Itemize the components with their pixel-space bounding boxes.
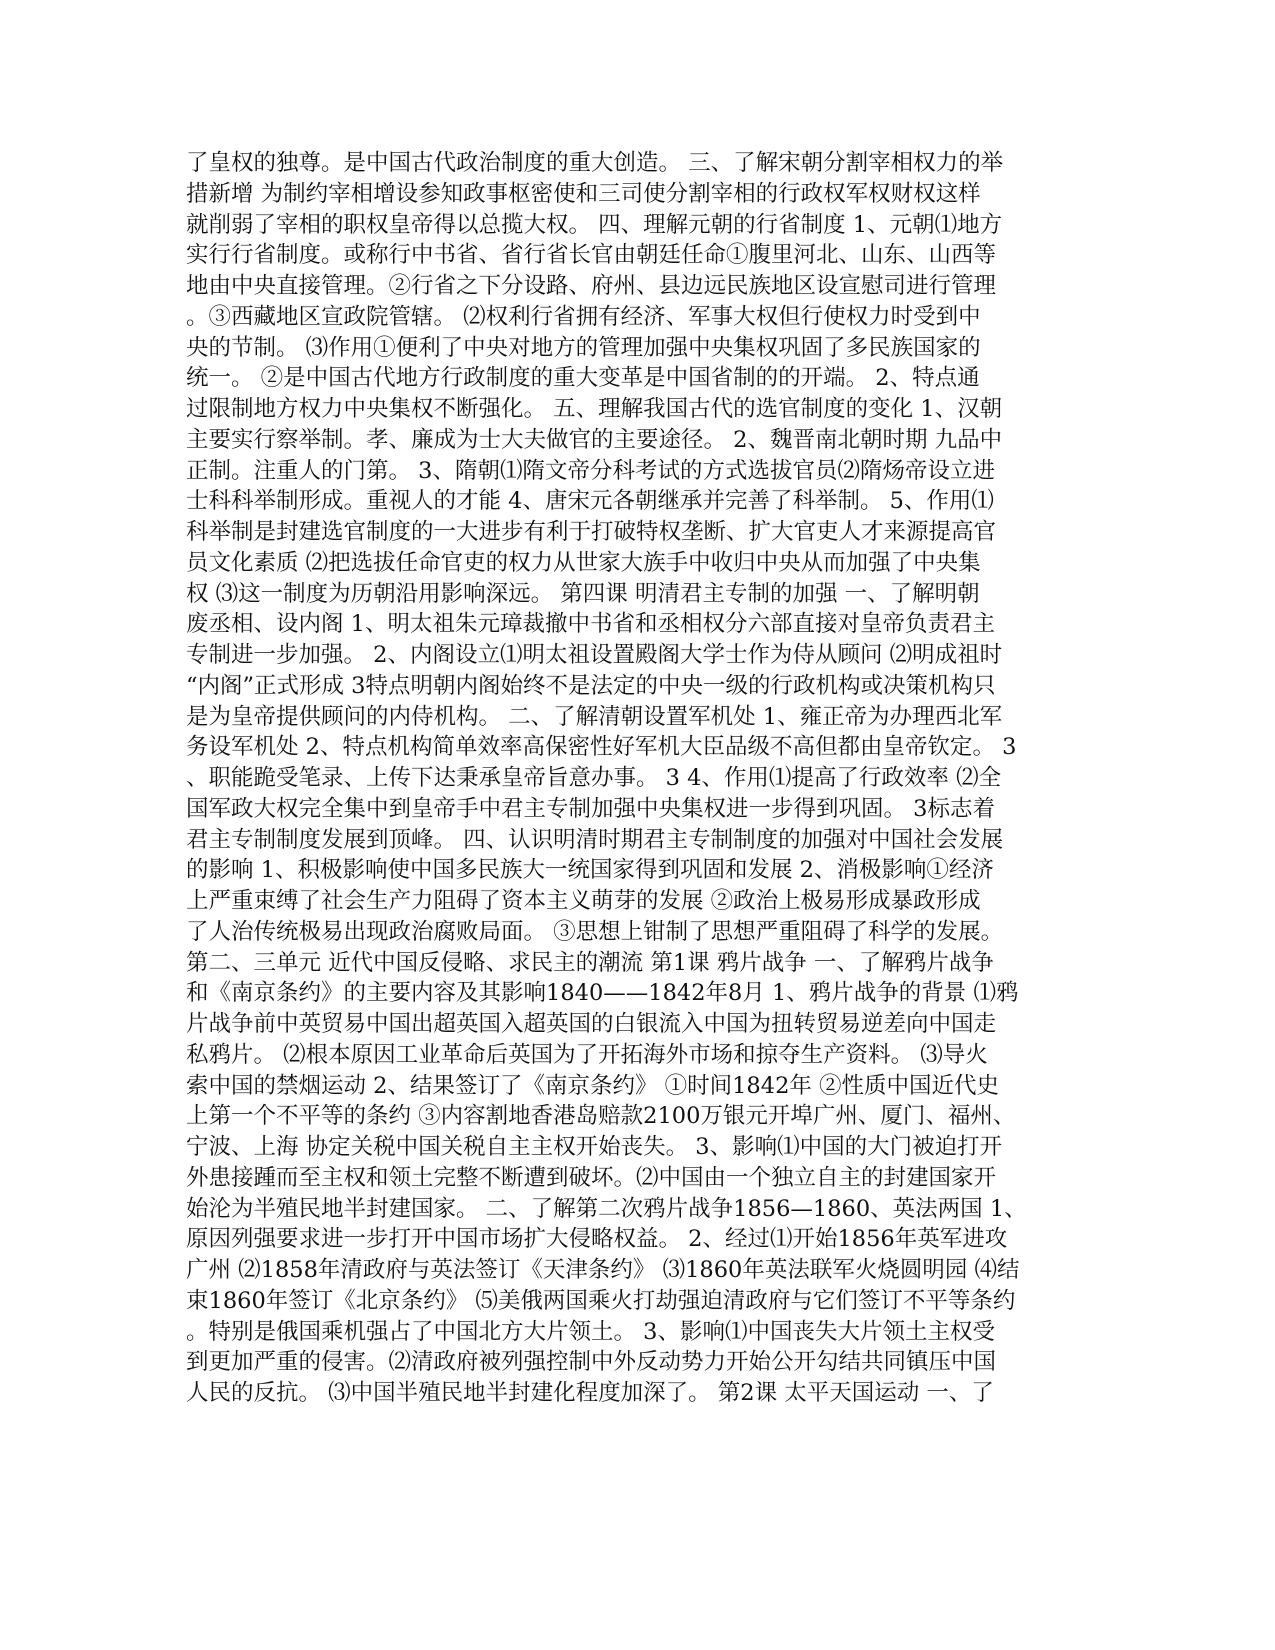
text-line: 了皇权的独尊。是中国古代政治制度的重大创造。 三、了解宋朝分割宰相权力的举 bbox=[186, 150, 1004, 176]
text-line: 广州 ⑵1858年清政府与英法签订《天津条约》 ⑶1860年英法联军火烧圆明园 ⑷结 bbox=[186, 1257, 1020, 1283]
text-line: “内阁”正式形成 3特点明朝内阁始终不是法定的中央一级的行政机构或决策机构只 bbox=[186, 672, 996, 699]
text-line: 始沦为半殖民地半封建国家。 二、了解第二次鸦片战争1856—1860、英法两国 1、 bbox=[186, 1195, 1027, 1222]
text-line: 第二、三单元 近代中国反侵略、求民主的潮流 第1课 鸦片战争 一、了解鸦片战争 bbox=[186, 949, 994, 976]
text-line: 君主专制制度发展到顶峰。 四、认识明清时期君主专制制度的加强对中国社会发展 bbox=[186, 826, 1004, 853]
text-line: 、职能跪受笔录、上传下达秉承皇帝旨意办事。 3 4、作用⑴提高了行政效率 ⑵全 bbox=[186, 765, 1002, 791]
text-line: 过限制地方权力中央集权不断强化。 五、理解我国古代的选官制度的变化 1、汉朝 bbox=[186, 396, 1003, 422]
text-line: 统一。 ②是中国古代地方行政制度的重大变革是中国省制的的开端。 2、特点通 bbox=[186, 365, 980, 392]
text-line: 和《南京条约》的主要内容及其影响1840——1842年8月 1、鸦片战争的背景 ⑴鸦 bbox=[186, 980, 1019, 1007]
text-line: 士科科举制形成。重视人的才能 4、唐宋元各朝继承并完善了科举制。 5、作用⑴ bbox=[186, 488, 994, 515]
text-line: 宁波、上海 协定关税中国关税自主主权开始丧失。 3、影响⑴中国的大门被迫打开 bbox=[186, 1134, 1003, 1160]
text-line: 外患接踵而至主权和领土完整不断遭到破坏。⑵中国由一个独立自主的封建国家开 bbox=[186, 1164, 997, 1191]
text-line: 员文化素质 ⑵把选拔任命官吏的权力从世家大族手中收归中央从而加强了中央集 bbox=[186, 549, 981, 576]
text-line: 科举制是封建选官制度的一大进步有利于打破特权垄断、扩大官吏人才来源提高官 bbox=[186, 519, 997, 545]
text-line: 上第一个不平等的条约 ③内容割地香港岛赔款2100万银元开埠广州、厦门、福州、 bbox=[186, 1103, 1016, 1130]
text-line: 上严重束缚了社会生产力阻碍了资本主义萌芽的发展 ②政治上极易形成暴政形成 bbox=[186, 888, 981, 914]
body-text bbox=[186, 148, 1086, 1409]
text-line: 的影响 1、积极影响使中国多民族大一统国家得到巩固和发展 2、消极影响①经济 bbox=[186, 857, 994, 884]
text-line: 到更加严重的侵害。⑵清政府被列强控制中外反动势力开始公开勾结共同镇压中国 bbox=[186, 1349, 997, 1376]
text-line: 实行行省制度。或称行中书省、省行省长官由朝廷任命①腹里河北、山东、山西等 bbox=[186, 242, 997, 269]
text-line: 片战争前中英贸易中国出超英国入超英国的白银流入中国为扭转贸易逆差向中国走 bbox=[186, 1011, 997, 1037]
text-line: 央的节制。 ⑶作用①便利了中央对地方的管理加强中央集权巩固了多民族国家的 bbox=[186, 334, 981, 361]
text-line: 。特别是俄国乘机强占了中国北方大片领土。 3、影响⑴中国丧失大片领土主权受 bbox=[186, 1318, 995, 1345]
text-line: 。③西藏地区宣政院管辖。 ⑵权利行省拥有经济、军事大权但行使权力时受到中 bbox=[186, 303, 981, 330]
text-line: 就削弱了宰相的职权皇帝得以总揽大权。 四、理解元朝的行省制度 1、元朝⑴地方 bbox=[186, 211, 1003, 238]
text-line: 私鸦片。 ⑵根本原因工业革命后英国为了开拓海外市场和掠夺生产资料。 ⑶导火 bbox=[186, 1041, 988, 1068]
text-line: 务设军机处 2、特点机构简单效率高保密性好军机大臣品级不高但都由皇帝钦定。 3 bbox=[186, 734, 1017, 761]
text-line: 措新增 为制约宰相增设参知政事枢密使和三司使分割宰相的行政权军权财权这样 bbox=[186, 180, 981, 207]
text-line: 正制。注重人的门第。 3、隋朝⑴隋文帝分科考试的方式选拔官员⑵隋炀帝设立进 bbox=[186, 457, 995, 484]
text-line: 是为皇帝提供顾问的内侍机构。 二、了解清朝设置军机处 1、雍正帝为办理西北军 bbox=[186, 703, 1003, 730]
text-line: 地由中央直接管理。②行省之下分设路、府州、县边远民族地区设宣慰司进行管理 bbox=[186, 273, 997, 299]
text-line: 索中国的禁烟运动 2、结果签订了《南京条约》 ①时间1842年 ②性质中国近代史 bbox=[186, 1072, 1000, 1099]
text-line: 人民的反抗。 ⑶中国半殖民地半封建化程度加深了。 第2课 太平天国运动 一、了 bbox=[186, 1380, 994, 1406]
text-line: 废丞相、设内阁 1、明太祖朱元璋裁撤中书省和丞相权分六部直接对皇帝负责君主 bbox=[186, 611, 995, 638]
text-line: 权 ⑶这一制度为历朝沿用影响深远。 第四课 明清君主专制的加强 一、了解明朝 bbox=[186, 580, 980, 607]
text-line: 主要实行察举制。孝、廉成为士大夫做官的主要途径。 2、魏晋南北朝时期 九品中 bbox=[186, 426, 1003, 453]
text-line: 专制进一步加强。 2、内阁设立⑴明太祖设置殿阁大学士作为侍从顾问 ⑵明成祖时 bbox=[186, 642, 1003, 668]
text-line: 束1860年签订《北京条约》 ⑸美俄两国乘火打劫强迫清政府与它们签订不平等条约 bbox=[186, 1287, 1016, 1314]
text-line: 国军政大权完全集中到皇帝手中君主专制加强中央集权进一步得到巩固。 3标志着 bbox=[186, 795, 995, 822]
text-line: 原因列强要求进一步打开中国市场扩大侵略权益。 2、经过⑴开始1856年英军进攻 bbox=[186, 1226, 1008, 1253]
text-line: 了人治传统极易出现政治腐败局面。 ③思想上钳制了思想严重阻碍了科学的发展。 bbox=[186, 918, 1004, 945]
